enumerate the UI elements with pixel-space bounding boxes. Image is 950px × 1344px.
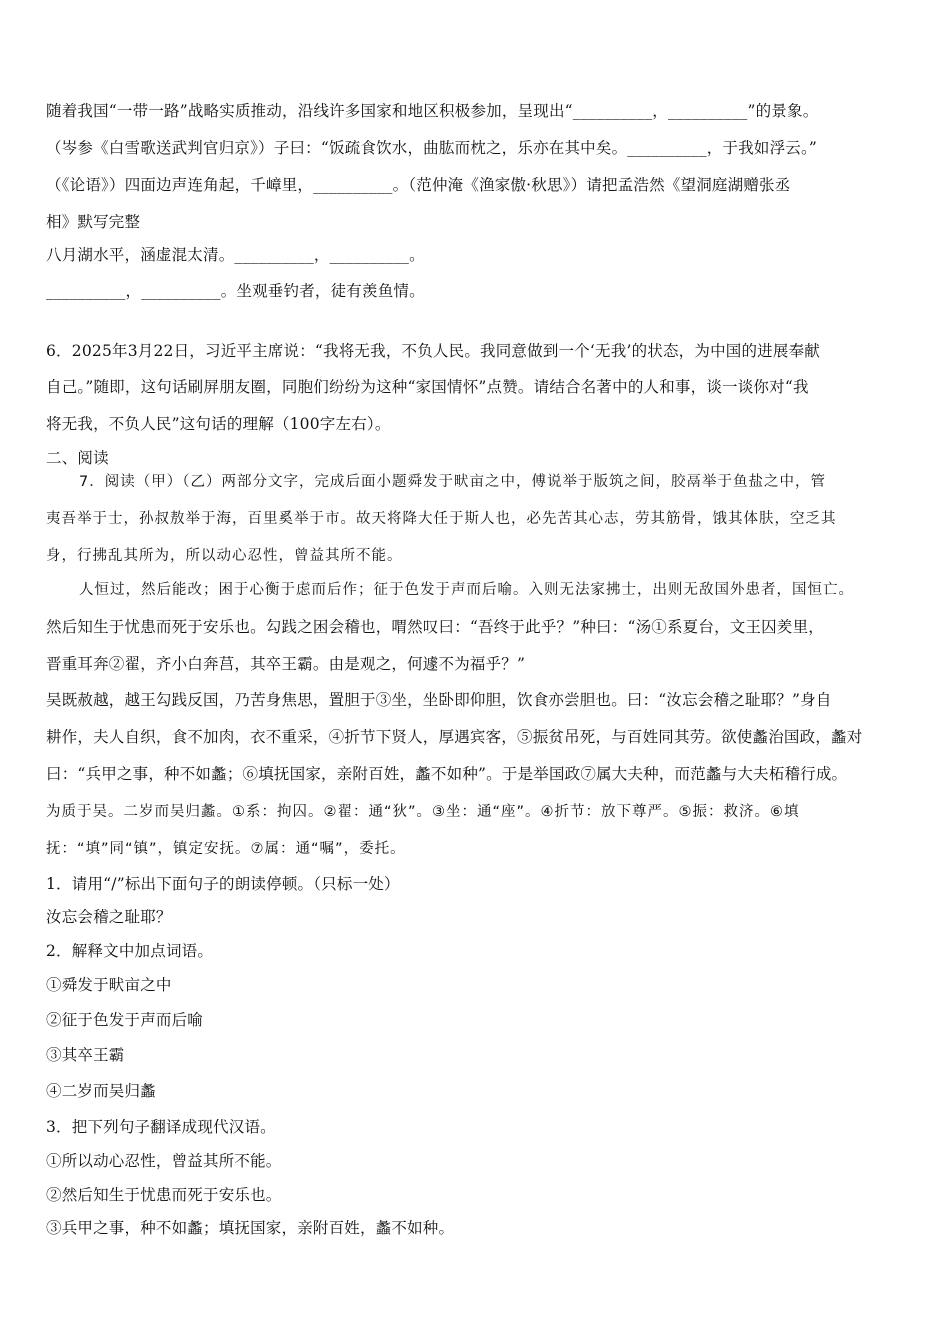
text-line: 八月湖水平，涵虚混太清。__________，__________。 [46,246,425,264]
passage-line: 耕作，夫人自织，食不加肉，衣不重采，④折节下贤人，厚遇宾客，⑤振贫吊死，与百姓同其劳。欲使蠡治国政，蠡对 [46,728,863,746]
passage-line: 吴既赦越，越王勾践反国，乃苦身焦思，置胆于③坐，坐卧即仰胆，饮食亦尝胆也。曰：“汝忘会稽之耻耶？”身自 [46,691,832,709]
question-6-line: 6．2025年3月22日，习近平主席说：“我将无我，不负人民。我同意做到一个‘无我’的状态，为中国的进展奉献 [46,342,820,360]
sub-question-2: 2．解释文中加点词语。 [46,942,214,960]
text-line: 随着我国“一带一路”战略实质推动，沿线许多国家和地区积极参加，呈现出“__________，__________”的景象。 [46,102,819,120]
question-6-line: 自己。”随即，这句话刷屏朋友圈，同胞们纷纷为这种“家国情怀”点赞。请结合名著中的人和事，谈一谈你对“我 [46,378,809,396]
passage-line: 人恒过，然后能改；困于心衡于虑而后作；征于色发于声而后喻。入则无法家拂士，出则无敌国外患者，国恒亡。 [79,582,854,598]
passage-line: 曰：“兵甲之事，种不如蠡；⑥填抚国家，亲附百姓，蠡不如种”。于是举国政⑦属大夫种，而范蠡与大夫柘稽行成。 [46,765,848,783]
passage-line: 夷吾举于士，孙叔敖举于海，百里奚举于市。故天将降大任于斯人也，必先苦其心志，劳其筋骨，饿其体肤，空乏其 [46,511,837,527]
sub-question-2-item: ①舜发于畎亩之中 [46,976,172,994]
text-line: （岑参《白雪歌送武判官归京》）子曰：“饭疏食饮水，曲肱而枕之，乐亦在其中矣。__________，于我如浮云。” [46,139,818,157]
text-line: __________，__________。坐观垂钓者，徒有羡鱼情。 [46,282,425,300]
passage-line: 晋重耳奔②翟，齐小白奔莒，其卒王霸。由是观之，何遽不为福乎？” [46,655,526,673]
passage-line: 然后知生于忧患而死于安乐也。勾践之困会稽也，喟然叹曰：“吾终于此乎？”种曰：“汤①系夏台，文王囚羑里， [46,618,824,636]
sub-question-2-item: ③其卒王霸 [46,1046,125,1064]
sub-question-1-sentence: 汝忘会稽之耻耶？ [46,908,172,926]
sub-question-2-item: ②征于色发于声而后喻 [46,1011,204,1029]
passage-line: 7．阅读（甲）（乙）两部分文字，完成后面小题舜发于畎亩之中，傅说举于版筑之间，胶鬲举于鱼盐之中，管 [79,474,826,490]
text-line: 相》默写完整 [46,213,141,231]
sub-question-3-item: ②然后知生于忧患而死于安乐也。 [46,1186,282,1204]
sub-question-3-item: ①所以动心忍性，曾益其所不能。 [46,1152,282,1170]
section-heading: 二、阅读 [46,449,109,467]
sub-question-1: 1．请用“/”标出下面句子的朗读停顿。（只标一处） [46,875,400,893]
passage-line: 身，行拂乱其所为，所以动心忍性，曾益其所不能。 [46,548,403,564]
text-line: （《论语》）四面边声连角起，千嶂里，__________。（范仲淹《渔家傲·秋思》）请把孟浩然《望洞庭湖赠张丞 [46,176,791,194]
footnote-line: 抚：“填”同“镇”，镇定安抚。⑦属：通“嘱”，委托。 [46,841,406,857]
footnote-line: 为质于吴。二岁而吴归蠡。①系：拘囚。②翟：通“狄”。③坐：通“座”。④折节：放下尊严。⑤振：救济。⑥填 [46,804,800,820]
sub-question-2-item: ④二岁而吴归蠡 [46,1082,156,1100]
sub-question-3: 3．把下列句子翻译成现代汉语。 [46,1118,276,1136]
question-6-line: 将无我，不负人民”这句话的理解（100字左右）。 [46,415,391,433]
sub-question-3-item: ③兵甲之事，种不如蠡；填抚国家，亲附百姓，蠡不如种。 [46,1219,455,1237]
